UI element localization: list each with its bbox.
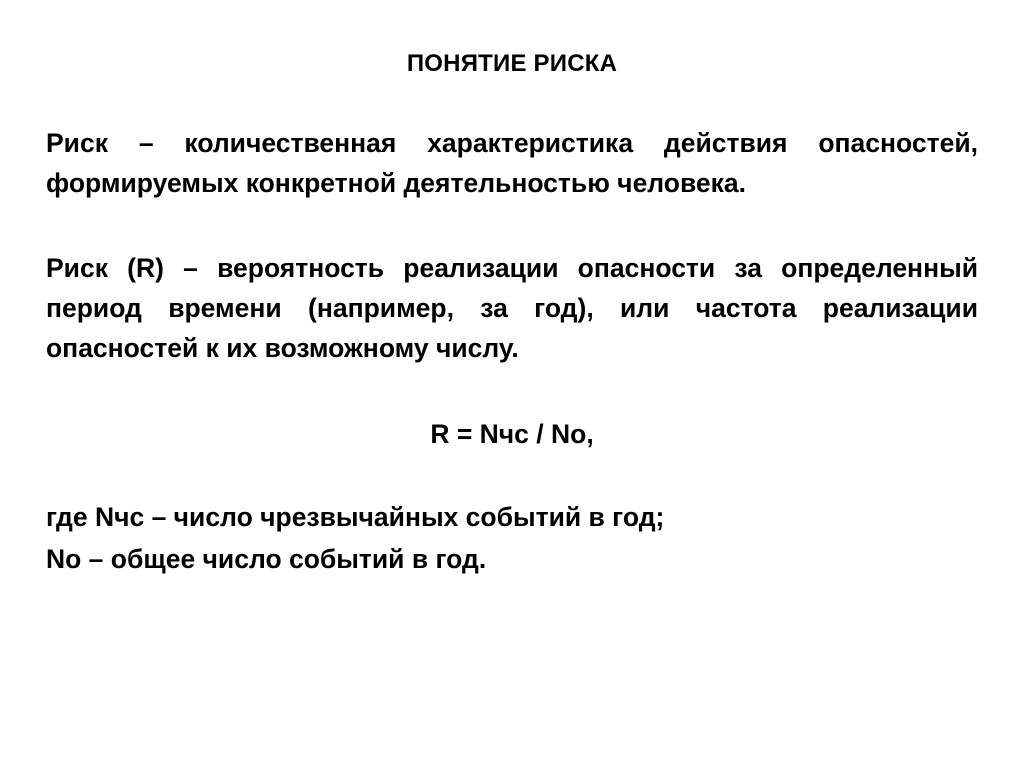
- risk-formula: R = Nчс / Nо,: [430, 419, 594, 449]
- formula-definitions: [46, 496, 978, 580]
- risk-definition-paragraph: Риск – количественная характеристика действия опасностей, формируемых конкретной деятельностью человека.: [46, 128, 978, 198]
- definition-emergency-events: где Nчс – число чрезвычайных событий в год;: [46, 502, 665, 532]
- definition-total-events: Nо – общее число событий в год.: [46, 544, 487, 574]
- risk-probability-paragraph: Риск (R) – вероятность реализации опасности за определенный период времени (например, за год), или частота реализации опасностей к их возможному числу.: [46, 253, 978, 363]
- slide-title: ПОНЯТИЕ РИСКА: [406, 50, 618, 77]
